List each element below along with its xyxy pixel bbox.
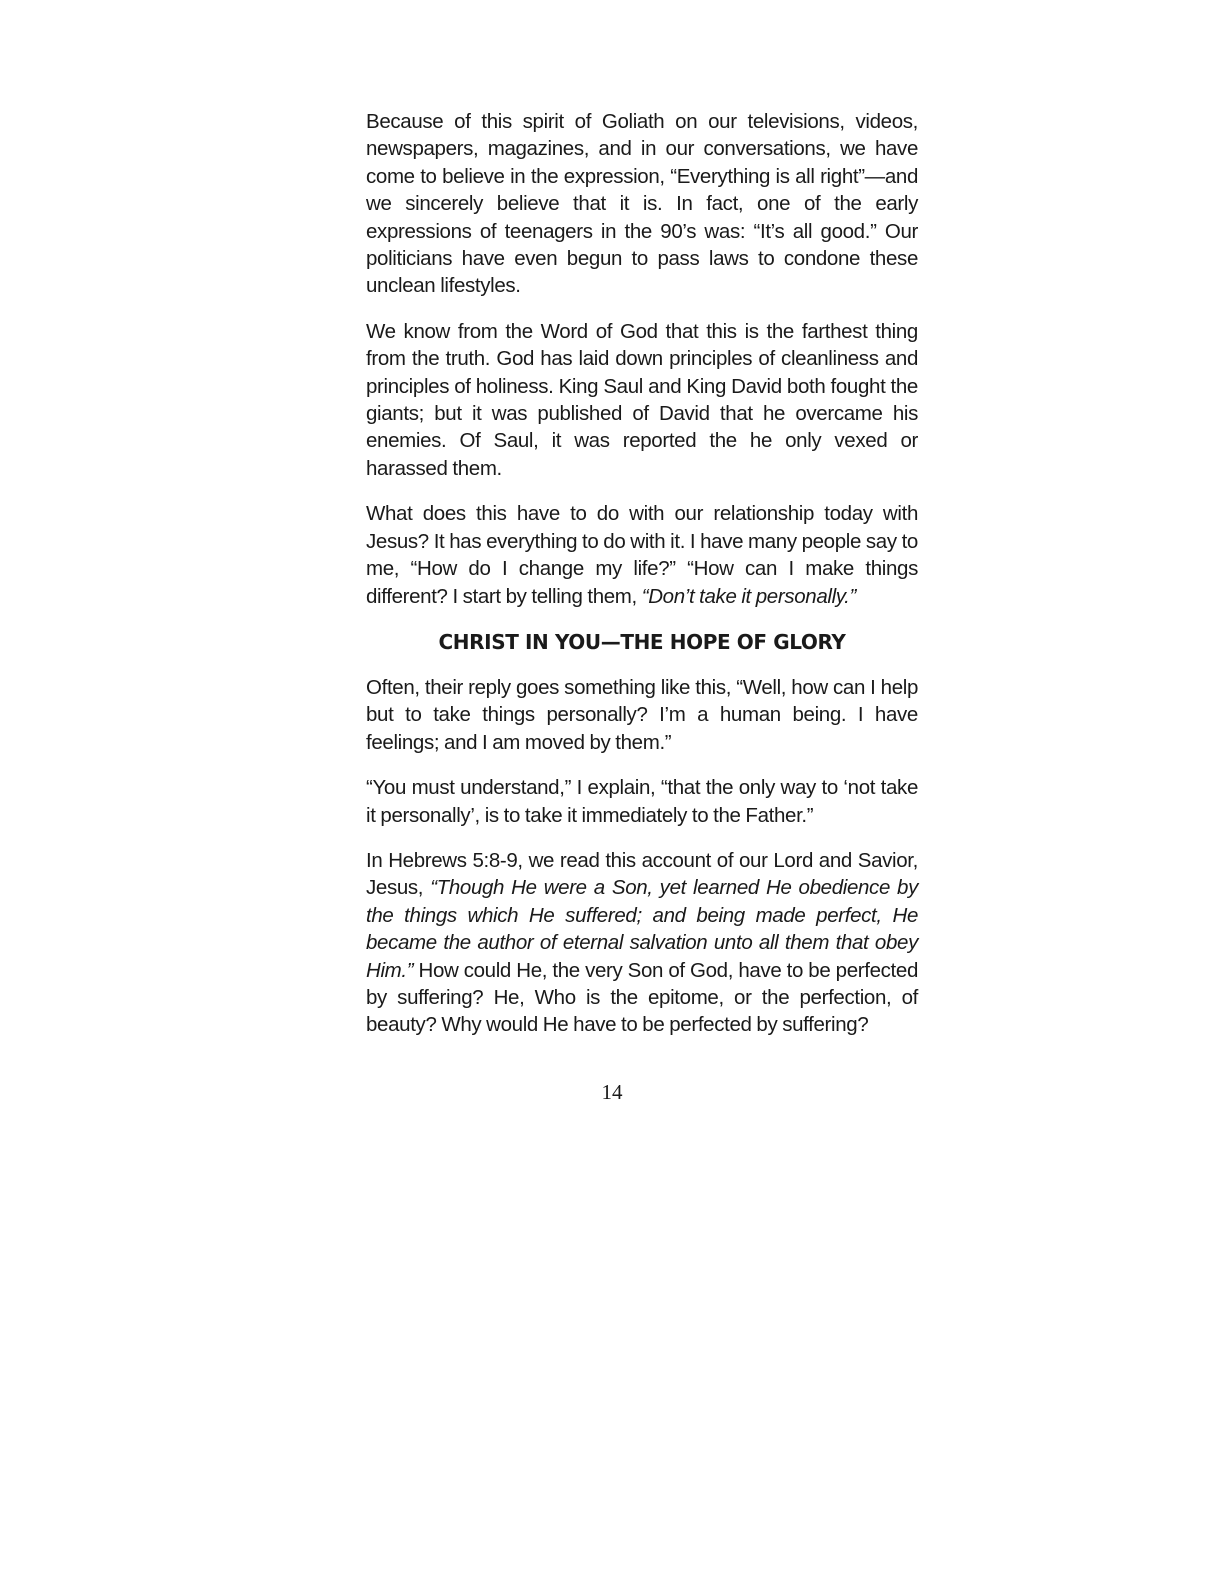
page-number: 14 (601, 1080, 623, 1104)
scripture-quote-hebrews: “Though He were a Son, yet learned He obedience by the things which He suffered; and being made perfect, He became the author of eternal salvation unto all them that obey Him.” (366, 876, 919, 982)
paragraph-hebrews-continuation: How could He, the very Son of God, have to be perfected by suffering? He, Who is the epitome, or the perfection, of beauty? Why would He have to be perfected by suffering? (366, 958, 918, 1037)
quote-dont-take-it-personally: “Don’t take it personally.” (641, 584, 856, 608)
paragraph-explain: “You must understand,” I explain, “that the only way to ‘not take it personally’, is to take it immediately to the Father.” (366, 776, 918, 827)
paragraph-hebrews (366, 847, 918, 1039)
paragraph-word-of-god: We know from the Word of God that this is the farthest thing from the truth. God has laid down principles of cleanliness and principles of holiness. King Saul and King David both fought the giants; but it was published of David that he overcame his enemies. Of Saul, it was reported the he only vexed or harassed them. (366, 319, 918, 480)
paragraph-relationship-text: What does this have to do with our relationship today with Jesus? It has everything to do with it. I have many people say to me, “How do I change my life?” “How can I make things different? I start by telling them, (366, 502, 918, 608)
section-heading: CHRIST IN YOU—THE HOPE OF GLORY (438, 629, 846, 654)
page-body (366, 108, 918, 1039)
paragraph-reply: Often, their reply goes something like this, “Well, how can I help but to take things personally? I’m a human being. I have feelings; and I am moved by them.” (366, 675, 918, 754)
paragraph-goliath: Because of this spirit of Goliath on our televisions, videos, newspapers, magazines, and in our conversations, we have come to believe in the expression, “Everything is all right”—and we sincerely believe that it is. In fact, one of the early expressions of teenagers in the 90’s was: “It’s all good.” Our politicians have even begun to pass laws to condone these unclean lifestyles. (366, 110, 918, 298)
paragraph-relationship (366, 500, 918, 610)
paragraph-hebrews-intro: In Hebrews 5:8-9, we read this account of our Lord and Savior, Jesus, (366, 848, 918, 900)
